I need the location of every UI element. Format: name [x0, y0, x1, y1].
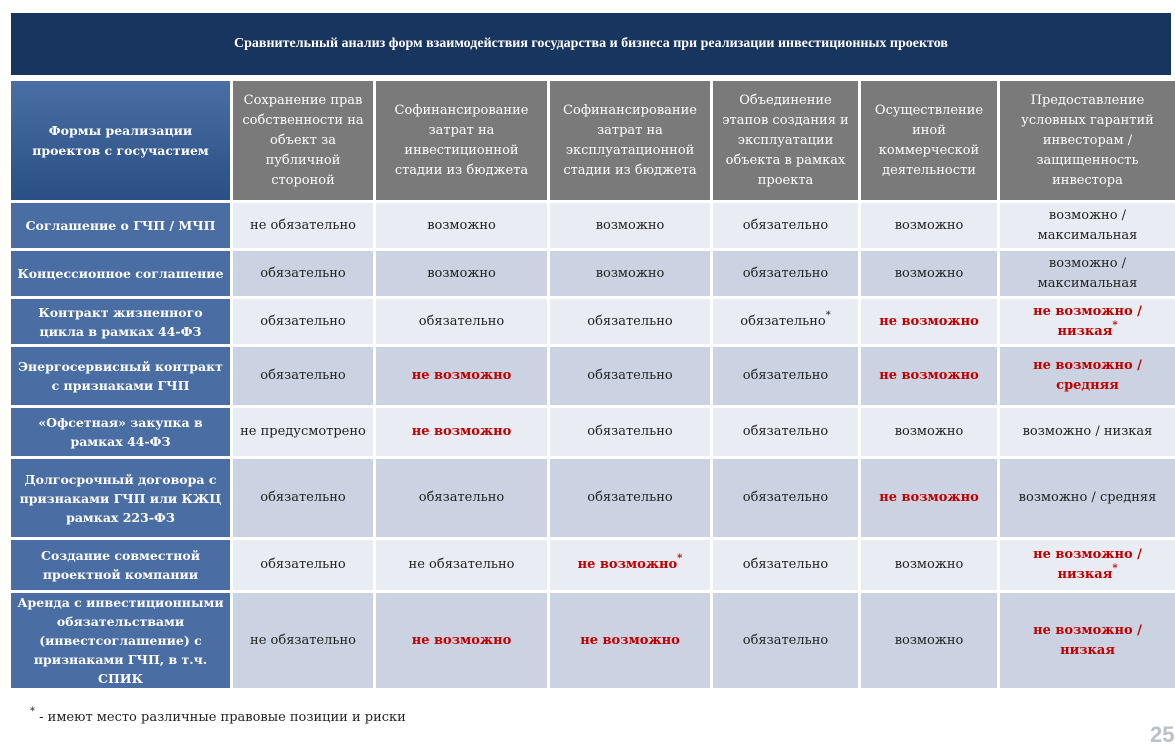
table-cell — [713, 593, 858, 688]
table-cell — [376, 347, 547, 405]
header-commercial-activity: Осуществление иной коммерческой деятельности — [861, 81, 997, 200]
header-guarantees: Предоставление условных гарантий инвесторам / защищенность инвестора — [1000, 81, 1175, 200]
header-cofinancing-investment: Софинансирование затрат на инвестиционной стадии из бюджета — [376, 81, 547, 200]
table-cell — [1000, 408, 1175, 456]
cell-value: возможно — [894, 557, 964, 572]
table-cell — [550, 593, 710, 688]
footnote — [30, 706, 406, 725]
table-row — [11, 299, 1175, 344]
comparison-table — [8, 78, 1175, 691]
row-label: Соглашение о ГЧП / МЧП — [11, 203, 230, 248]
table-cell — [713, 408, 858, 456]
table-header-row — [11, 81, 1175, 200]
table-cell — [713, 299, 858, 344]
cell-value: обязательно — [260, 368, 346, 383]
cell-value: обязательно — [742, 490, 829, 505]
cell-value: обязательно — [587, 368, 673, 383]
cell-value: обязательно — [587, 490, 673, 505]
table-cell — [713, 459, 858, 537]
cell-value: не возможно — [577, 557, 678, 572]
table-cell — [861, 299, 997, 344]
cell-value: не возможно — [879, 490, 979, 505]
table-cell — [1000, 593, 1175, 688]
cell-value: возможно — [894, 424, 964, 439]
table-cell — [233, 540, 373, 590]
footnote-text: - имеют место различные правовые позиции и риски — [35, 710, 406, 725]
cell-value: возможно — [427, 265, 496, 281]
table-cell — [376, 203, 547, 248]
cell-value: обязательно — [587, 313, 673, 329]
cell-value: возможно / максимальная — [1037, 207, 1138, 243]
cell-value: возможно — [894, 632, 964, 648]
cell-value: не возможно / низкая — [1033, 547, 1142, 582]
cell-value: обязательно — [742, 265, 829, 281]
table-cell — [861, 408, 997, 456]
table-cell — [376, 540, 547, 590]
table-cell — [233, 251, 373, 296]
table-cell — [1000, 540, 1175, 590]
table-cell — [550, 203, 710, 248]
page-number: 25 — [1150, 722, 1175, 747]
footnote-marker: * — [1112, 563, 1118, 574]
table-cell — [233, 203, 373, 248]
cell-value: не возможно — [879, 313, 979, 329]
footnote-marker: * — [1112, 319, 1118, 331]
table-row — [11, 347, 1175, 405]
cell-value: возможно — [595, 217, 665, 233]
table-row — [11, 593, 1175, 688]
table-cell — [376, 251, 547, 296]
cell-value: обязательно — [740, 313, 826, 329]
table-cell — [233, 459, 373, 537]
table-cell — [550, 347, 710, 405]
table-cell — [233, 299, 373, 344]
footnote-marker: * — [825, 309, 831, 321]
cell-value: не возможно / низкая — [1033, 303, 1142, 339]
table-cell — [376, 299, 547, 344]
cell-value: не возможно — [580, 632, 680, 648]
cell-value: не возможно — [411, 424, 512, 439]
cell-value: не обязательно — [250, 217, 356, 233]
table-cell — [550, 459, 710, 537]
table-row — [11, 540, 1175, 590]
table-cell — [376, 408, 547, 456]
cell-value: возможно — [894, 217, 964, 233]
table-cell — [1000, 251, 1175, 296]
cell-value: обязательно — [260, 490, 346, 505]
table-row — [11, 203, 1175, 248]
row-label: Долгосрочный договора с признаками ГЧП или КЖЦ рамках 223-ФЗ — [11, 459, 230, 537]
cell-value: возможно / максимальная — [1037, 255, 1138, 291]
row-label: «Офсетная» закупка в рамках 44-ФЗ — [11, 408, 230, 456]
table-row — [11, 251, 1175, 296]
footnote-marker: * — [677, 553, 683, 564]
table-body — [11, 203, 1175, 688]
cell-value: не возможно — [411, 368, 512, 383]
cell-value: обязательно — [742, 632, 829, 648]
row-label: Контракт жизненного цикла в рамках 44-ФЗ — [11, 299, 230, 344]
cell-value: обязательно — [418, 313, 505, 329]
cell-value: не возможно — [879, 368, 979, 383]
page-title — [11, 13, 1171, 75]
table-row — [11, 459, 1175, 537]
cell-value: возможно — [595, 265, 665, 281]
cell-value: не предусмотрено — [240, 424, 366, 439]
row-label: Создание совместной проектной компании — [11, 540, 230, 590]
cell-value: возможно / низкая — [1022, 424, 1153, 439]
table-cell — [550, 540, 710, 590]
table-cell — [1000, 459, 1175, 537]
table-cell — [233, 347, 373, 405]
cell-value: возможно — [427, 217, 496, 233]
cell-value: не возможно / средняя — [1033, 358, 1142, 393]
cell-value: обязательно — [742, 424, 829, 439]
header-forms: Формы реализации проектов с госучастием — [11, 81, 230, 200]
cell-value: не возможно — [411, 632, 512, 648]
table-cell — [376, 459, 547, 537]
cell-value: возможно — [894, 265, 964, 281]
table-cell — [861, 203, 997, 248]
row-label: Концессионное соглашение — [11, 251, 230, 296]
table-cell — [1000, 347, 1175, 405]
header-combining-stages: Объединение этапов создания и эксплуатации объекта в рамках проекта — [713, 81, 858, 200]
table-cell — [550, 251, 710, 296]
table-cell — [1000, 299, 1175, 344]
table-cell — [550, 299, 710, 344]
cell-value: обязательно — [260, 557, 346, 572]
cell-value: обязательно — [587, 424, 673, 439]
cell-value: обязательно — [742, 217, 829, 233]
cell-value: обязательно — [742, 368, 829, 383]
cell-value: обязательно — [418, 490, 505, 505]
table-cell — [861, 347, 997, 405]
table-cell — [713, 251, 858, 296]
table-cell — [233, 593, 373, 688]
cell-value: обязательно — [260, 265, 346, 281]
cell-value: обязательно — [742, 557, 829, 572]
table-cell — [1000, 203, 1175, 248]
table-cell — [713, 540, 858, 590]
row-label: Аренда с инвестиционными обязательствами (инвестсоглашение) с признаками ГЧП, в т.ч. СПИК — [11, 593, 230, 688]
table-cell — [713, 347, 858, 405]
table-cell — [861, 459, 997, 537]
table-cell — [550, 408, 710, 456]
page-title-text: Сравнительный анализ форм взаимодействия государства и бизнеса при реализации инвестиционных проектов — [234, 36, 948, 51]
row-label: Энергосервисный контракт с признаками ГЧП — [11, 347, 230, 405]
table-row — [11, 408, 1175, 456]
header-cofinancing-operation: Софинансирование затрат на эксплуатационной стадии из бюджета — [550, 81, 710, 200]
table-cell — [713, 203, 858, 248]
footnote-star: * — [30, 706, 35, 717]
table-cell — [861, 540, 997, 590]
table-cell — [861, 251, 997, 296]
cell-value: возможно / средняя — [1018, 490, 1157, 505]
cell-value: не обязательно — [250, 632, 356, 648]
table-cell — [233, 408, 373, 456]
table-cell — [376, 593, 547, 688]
cell-value: не обязательно — [408, 557, 515, 572]
cell-value: не возможно / низкая — [1033, 622, 1142, 658]
header-ownership: Сохранение прав собственности на объект за публичной стороной — [233, 81, 373, 200]
table-cell — [861, 593, 997, 688]
cell-value: обязательно — [260, 313, 346, 329]
